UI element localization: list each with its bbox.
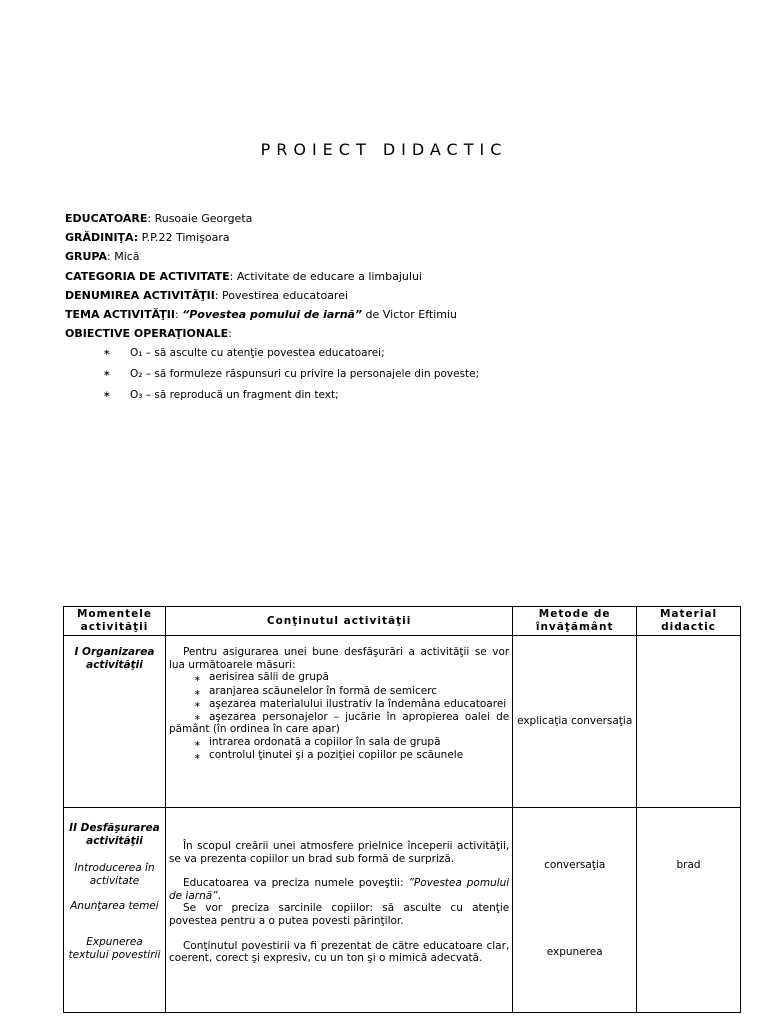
paragraph-introducere: În scopul creării unei atmosfere prielnice începerii activităţii, se va prezenta copiilor un brad sub formă de surpriză. — [168, 840, 510, 865]
objectives-list — [65, 343, 479, 406]
content-cell — [165, 636, 512, 808]
moment-organizarea: I Organizarea activităţii — [74, 646, 155, 671]
moment-cell — [64, 636, 166, 808]
info-grupa: GRUPA: Mică — [65, 250, 140, 264]
list-item: ∗ aşezarea personajelor – jucărie în apropierea oalei de pământ (în ordinea în care apar) — [168, 710, 510, 736]
moment-desfasurarea: II Desfăşurarea activităţii — [69, 822, 160, 847]
asterisk-bullet-icon: ∗ — [103, 390, 111, 401]
info-tema: TEMA ACTIVITĂŢII: “Povestea pomului de iarnă” de Victor Eftimiu — [65, 308, 457, 322]
asterisk-bullet-icon: ∗ — [193, 738, 201, 748]
asterisk-bullet-icon: ∗ — [193, 687, 201, 697]
list-item: ∗ O₃ – să reproducă un fragment din text; — [65, 385, 479, 406]
moment-anuntarea: Anunţarea temei — [70, 900, 159, 912]
info-gradinita: GRĂDINIŢA: P.P.22 Timişoara — [65, 231, 230, 245]
methods-cell — [513, 808, 637, 1013]
method-conversatia: conversaţia — [544, 859, 606, 871]
asterisk-bullet-icon: ∗ — [193, 674, 201, 684]
asterisk-bullet-icon: ∗ — [193, 712, 201, 722]
table-row — [64, 808, 741, 1013]
list-item: ∗ O₁ – să asculte cu atenţie povestea educatoarei; — [65, 343, 479, 364]
list-item: ∗ intrarea ordonată a copiilor în sala de grupă — [169, 736, 509, 750]
header-continutul: Conţinutul activităţii — [165, 607, 512, 636]
list-item: ∗ O₂ – să formuleze răspunsuri cu privire la personajele din poveste; — [65, 364, 479, 385]
info-categoria: CATEGORIA DE ACTIVITATE: Activitate de educare a limbajului — [65, 269, 422, 283]
project-info — [65, 209, 479, 406]
header-material: Material didactic — [637, 607, 741, 636]
paragraph-sarcini: Se vor preciza sarcinile copiilor: să asculte cu atenţie povestea pentru a o putea povesti părinţilor. — [168, 902, 510, 927]
table-header-row — [64, 607, 741, 636]
header-metode: Metode de învăţământ — [513, 607, 637, 636]
moment-cell — [64, 808, 166, 1013]
methods-cell — [513, 636, 637, 808]
list-item: ∗ aranjarea scăunelelor în formă de semicerc — [169, 685, 509, 699]
activity-table — [63, 606, 741, 1013]
methods-text: explicaţia conversaţia — [517, 715, 633, 727]
header-momentele: Momentele activităţii — [64, 607, 166, 636]
info-obiective: OBIECTIVE OPERAŢIONALE: — [65, 327, 232, 341]
list-item: ∗ controlul ţinutei şi a poziţiei copiilor pe scăunele — [169, 749, 509, 763]
material-brad: brad — [676, 859, 701, 871]
list-item: ∗ aşezarea materialului ilustrativ la îndemâna educatoarei — [193, 698, 507, 711]
content-cell — [165, 808, 512, 1013]
info-denumirea: DENUMIREA ACTIVITĂŢII: Povestirea educatoarei — [65, 288, 349, 302]
material-cell — [637, 636, 741, 808]
document-title: PROIECT DIDACTIC — [260, 140, 508, 159]
paragraph-expunere: Conţinutul povestirii va fi prezentat de către educatoare clar, coerent, corect şi expresiv, cu un ton şi o mimică adecvată. — [168, 939, 510, 965]
intro-paragraph: Pentru asigurarea unei bune desfăşurări a activităţii se vor lua următoarele măsuri: — [168, 646, 510, 671]
list-item: ∗ aerisirea sălii de grupă — [169, 671, 509, 685]
paragraph-anuntare: Educatoarea va preciza numele poveştii: ”Povestea pomului de iarnă”. — [168, 877, 510, 902]
info-educatoare: EDUCATOARE: Rusoaie Georgeta — [65, 212, 253, 225]
asterisk-bullet-icon: ∗ — [193, 752, 201, 762]
moment-introducerea: Introducerea în activitate — [74, 862, 155, 887]
asterisk-bullet-icon: ∗ — [103, 369, 111, 380]
asterisk-bullet-icon: ∗ — [103, 348, 111, 359]
moment-expunerea: Expunerea textului povestirii — [68, 936, 161, 961]
table-row — [64, 636, 741, 808]
asterisk-bullet-icon: ∗ — [193, 700, 201, 710]
method-expunerea: expunerea — [546, 946, 603, 958]
material-cell — [637, 808, 741, 1013]
